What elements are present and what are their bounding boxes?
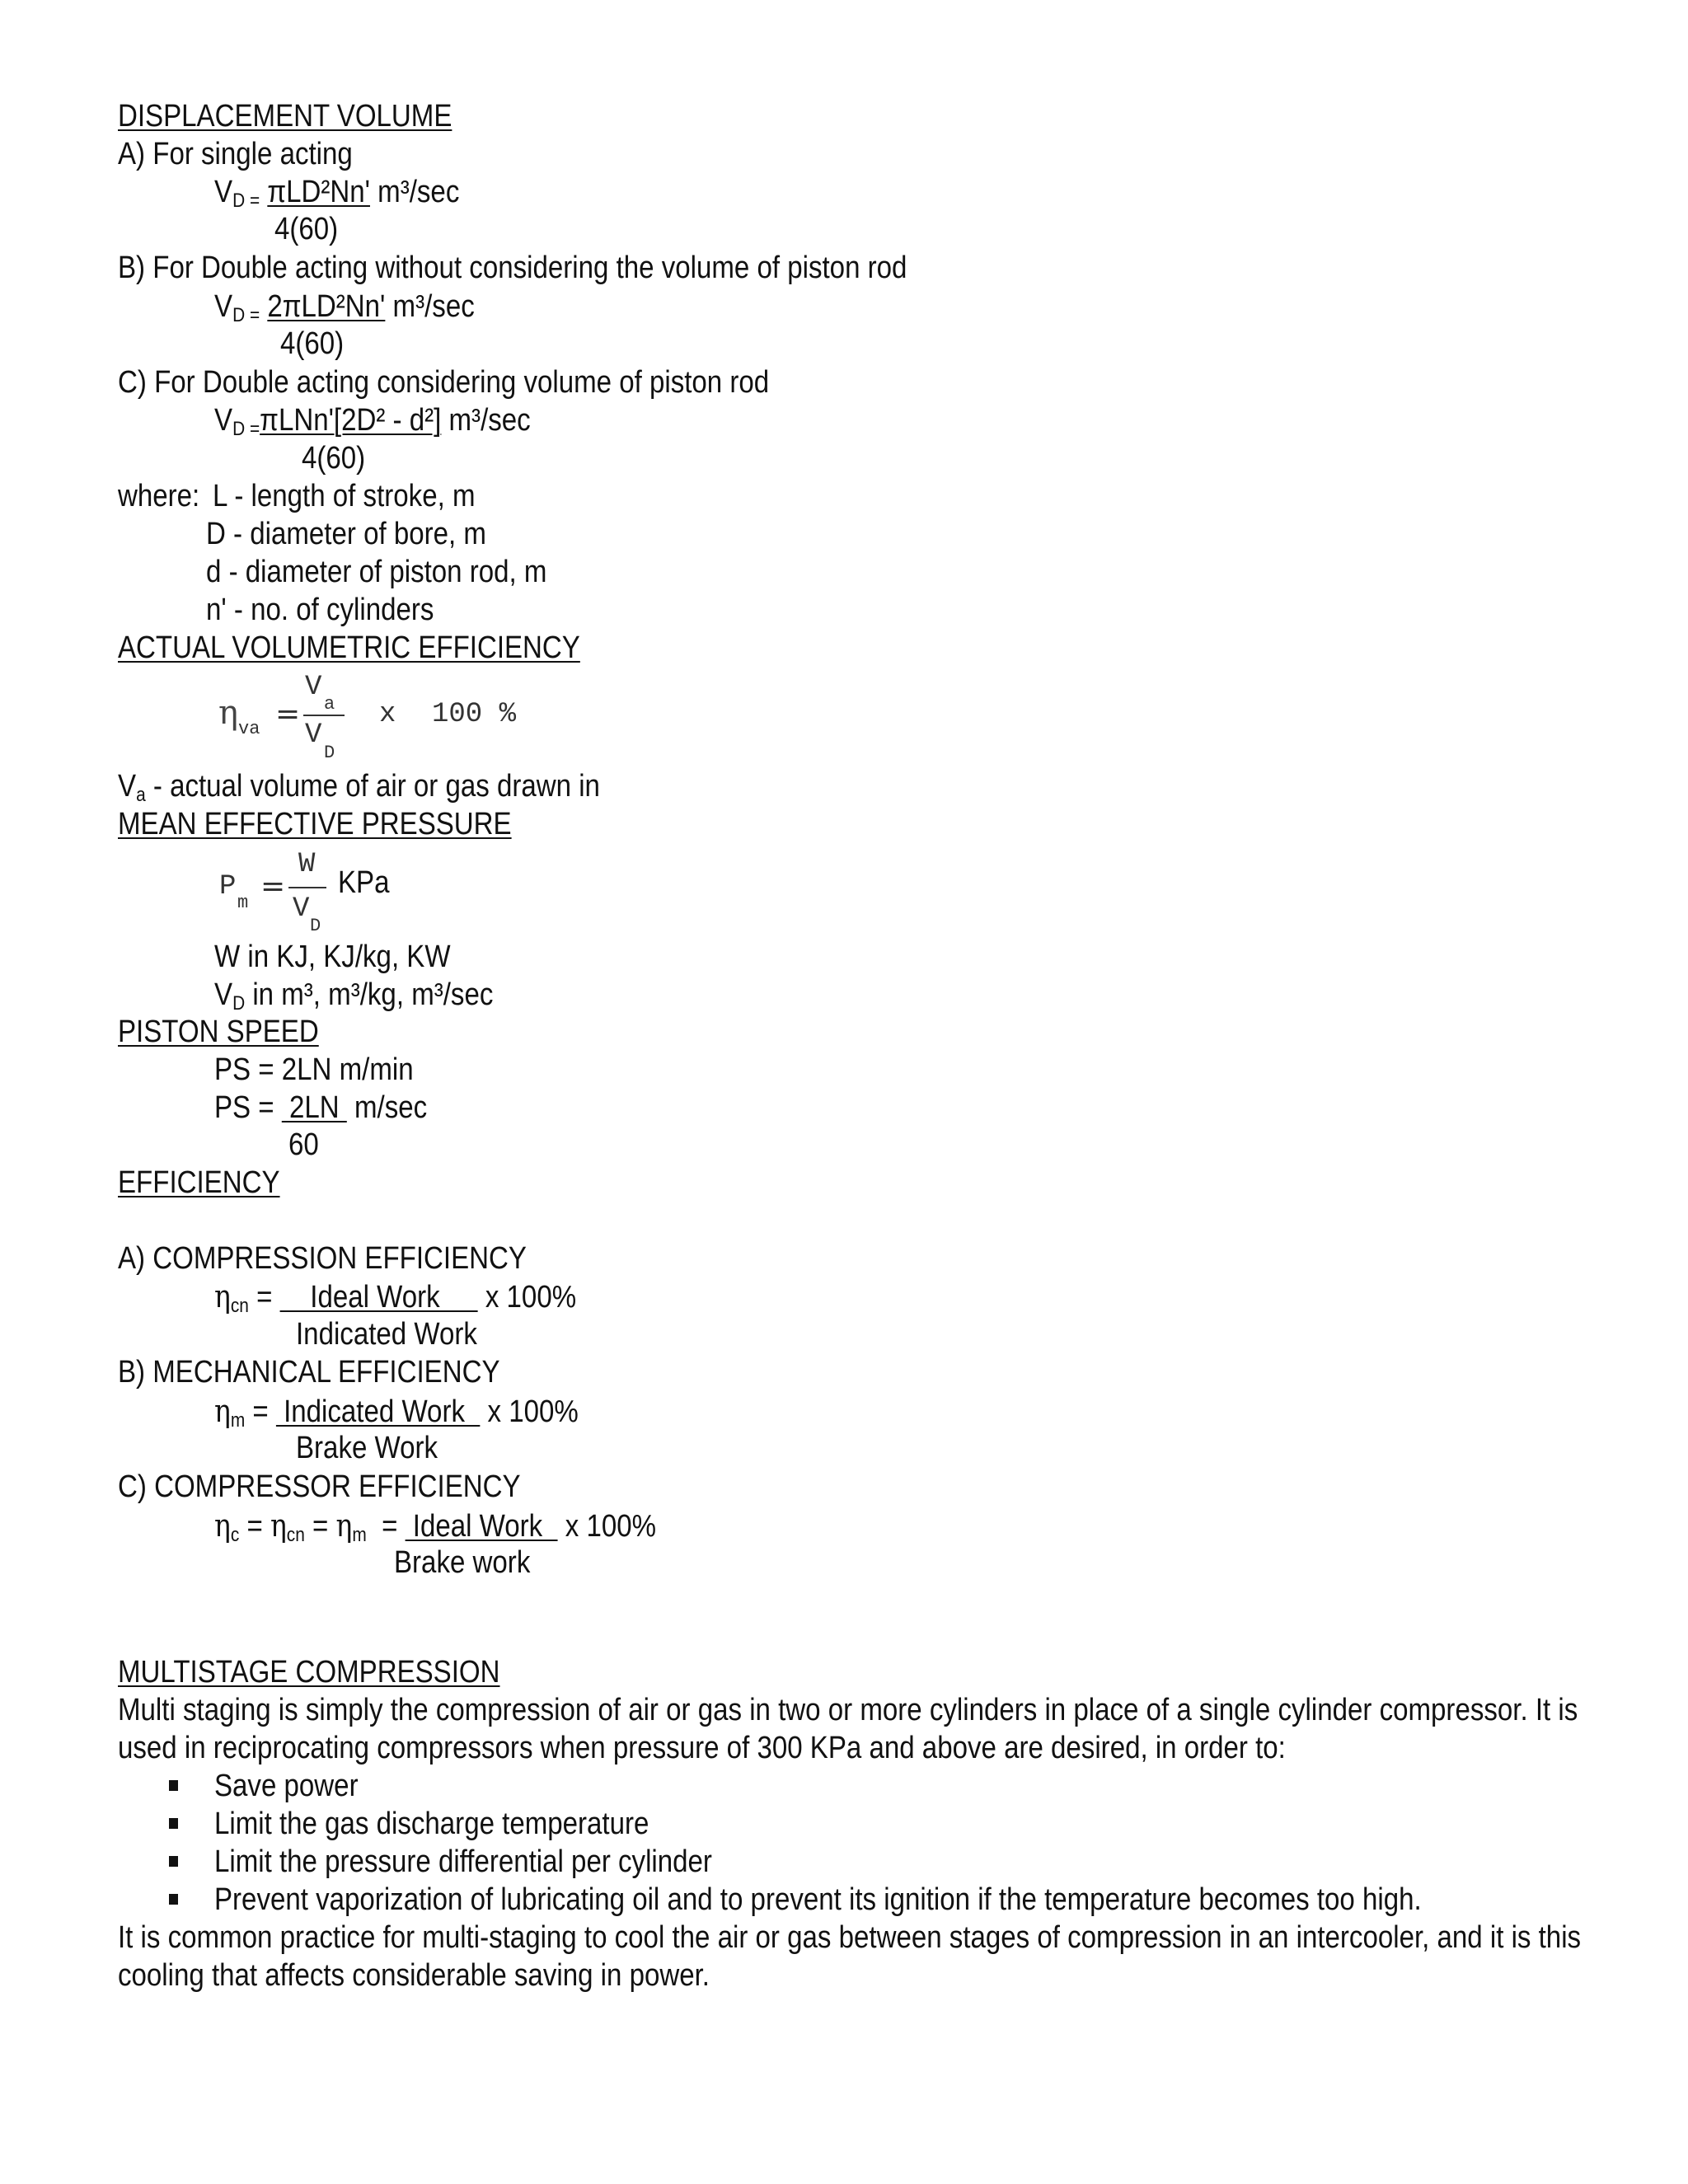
double-acting-numerator: 2πLD²Nn' — [267, 289, 386, 324]
bullet-marker — [169, 1894, 178, 1905]
ps-numerator: 2LN — [281, 1090, 347, 1125]
mep-denominator-subscript: D — [310, 916, 321, 936]
volumetric-heading: ACTUAL VOLUMETRIC EFFICIENCY — [118, 630, 580, 665]
vd-subscript: D = — [232, 190, 260, 212]
definition-rod: d - diameter of piston rod, m — [206, 555, 547, 589]
equals-sign: = — [248, 1280, 280, 1315]
piston-speed-min: PS = 2LN m/min — [214, 1052, 414, 1087]
eta-symbol: η — [218, 694, 238, 732]
multistage-paragraph-line-1: Multi staging is simply the compression of air or gas in two or more cylinders in place of a single cylinder compressor. It is — [118, 1693, 1578, 1727]
percent-value: 100 % — [432, 699, 517, 730]
va-symbol: V — [118, 769, 137, 804]
double-acting-denominator: 4(60) — [280, 326, 345, 361]
eta-subscript: m — [230, 1409, 246, 1432]
double-acting-rod-numerator: πLNn'[2D² - d²] — [260, 403, 442, 438]
equals-sign: = — [239, 1509, 270, 1544]
bullet-marker — [169, 1818, 178, 1829]
displacement-heading: DISPLACEMENT VOLUME — [118, 99, 452, 134]
bullet-save-power: Save power — [214, 1769, 359, 1803]
mep-equals: = — [260, 869, 286, 903]
double-acting-rod-label: C) For Double acting considering volume of piston rod — [118, 365, 770, 400]
eta-symbol: η — [214, 1278, 231, 1315]
single-acting-label: A) For single acting — [118, 137, 353, 171]
double-acting-rod-unit: m³/sec — [448, 403, 531, 438]
double-acting-rod-denominator: 4(60) — [302, 441, 366, 476]
single-acting-denominator: 4(60) — [274, 212, 339, 246]
vd-symbol: V — [214, 403, 233, 438]
denominator-v: V — [305, 719, 322, 751]
definition-cylinders: n' - no. of cylinders — [206, 593, 434, 627]
mechanical-percent: x 100% — [480, 1394, 579, 1429]
mechanical-denominator: Brake Work — [296, 1431, 438, 1465]
bullet-discharge-temp: Limit the gas discharge temperature — [214, 1807, 649, 1841]
vd-units: in m³, m³/kg, m³/sec — [245, 977, 494, 1012]
eta-symbol: η — [214, 1393, 231, 1429]
single-acting-numerator: πLD²Nn' — [267, 175, 370, 209]
vd-subscript: D — [232, 992, 246, 1015]
multistage-paragraph-line-2: used in reciprocating compressors when pressure of 300 KPa and above are desired, in order to: — [118, 1731, 1286, 1765]
bullet-marker — [169, 1780, 178, 1791]
vd-subscript: D = — [232, 304, 260, 326]
compressor-denominator: Brake work — [394, 1545, 531, 1580]
equals-sign: = — [245, 1394, 276, 1429]
multistage-heading: MULTISTAGE COMPRESSION — [118, 1655, 500, 1690]
numerator-subscript: a — [324, 694, 335, 715]
definition-stroke: L - length of stroke, m — [213, 479, 476, 513]
vd-symbol: V — [214, 977, 233, 1012]
double-acting-rod-formula — [214, 401, 531, 448]
efficiency-heading: EFFICIENCY — [118, 1165, 280, 1200]
intercooler-paragraph-line-1: It is common practice for multi-staging to cool the air or gas between stages of compression in an intercooler, and it is this — [118, 1920, 1582, 1955]
compressor-numerator: Ideal Work — [405, 1509, 558, 1544]
eta-symbol: η — [335, 1507, 353, 1544]
numerator-v: V — [305, 672, 322, 703]
eta-symbol: η — [270, 1507, 287, 1544]
bullet-marker — [169, 1856, 178, 1867]
compression-efficiency-label: A) COMPRESSION EFFICIENCY — [118, 1241, 527, 1276]
double-acting-label: B) For Double acting without considering the volume of piston rod — [118, 251, 907, 285]
ps-unit: m/sec — [346, 1090, 428, 1125]
equals-sign: = — [304, 1509, 336, 1544]
compressor-percent: x 100% — [557, 1509, 657, 1544]
pm-symbol: P — [219, 871, 237, 902]
compression-numerator: Ideal Work — [279, 1280, 478, 1315]
mep-numerator: W — [298, 849, 316, 880]
compressor-efficiency-label: C) COMPRESSOR EFFICIENCY — [118, 1469, 521, 1504]
definition-bore: D - diameter of bore, m — [206, 517, 486, 551]
mechanical-efficiency-label: B) MECHANICAL EFFICIENCY — [118, 1355, 500, 1390]
vd-subscript: D = — [232, 418, 260, 440]
eta-subscript: m — [352, 1524, 367, 1546]
bullet-pressure-diff: Limit the pressure differential per cylinder — [214, 1844, 712, 1879]
mep-heading: MEAN EFFECTIVE PRESSURE — [118, 807, 512, 841]
single-acting-unit: m³/sec — [377, 175, 460, 209]
where-label: where: — [118, 479, 200, 513]
bullet-vaporization: Prevent vaporization of lubricating oil and to prevent its ignition if the temperature becomes too high. — [214, 1882, 1422, 1917]
denominator-subscript: D — [324, 743, 335, 763]
equals-sign: = — [366, 1509, 406, 1544]
times-sign: x — [379, 699, 396, 730]
eta-subscript: c — [230, 1524, 240, 1546]
compression-denominator: Indicated Work — [296, 1317, 477, 1352]
ps-denominator: 60 — [288, 1127, 319, 1162]
w-units-line: W in KJ, KJ/kg, KW — [214, 940, 451, 974]
va-description: - actual volume of air or gas drawn in — [145, 769, 600, 804]
eta-subscript: cn — [286, 1524, 305, 1546]
vd-symbol: V — [214, 289, 233, 324]
eta-subscript: cn — [230, 1295, 249, 1317]
mechanical-numerator: Indicated Work — [275, 1394, 481, 1429]
fraction-bar — [303, 715, 345, 716]
pm-subscript: m — [237, 893, 249, 913]
ps-prefix: PS = — [214, 1090, 282, 1125]
eta-symbol: η — [214, 1507, 231, 1544]
double-acting-unit: m³/sec — [392, 289, 475, 324]
double-acting-formula — [214, 288, 475, 335]
equals-sign: = — [275, 697, 301, 731]
eta-subscript: va — [238, 719, 260, 739]
vd-symbol: V — [214, 175, 233, 209]
piston-speed-heading: PISTON SPEED — [118, 1015, 319, 1049]
mep-fraction-bar — [288, 887, 326, 888]
compression-percent: x 100% — [477, 1280, 577, 1315]
mep-denominator: V — [293, 893, 310, 925]
mep-unit: KPa — [338, 865, 390, 900]
va-subscript: a — [136, 784, 146, 806]
piston-speed-sec — [214, 1089, 427, 1127]
intercooler-paragraph-line-2: cooling that affects considerable saving in power. — [118, 1958, 710, 1993]
